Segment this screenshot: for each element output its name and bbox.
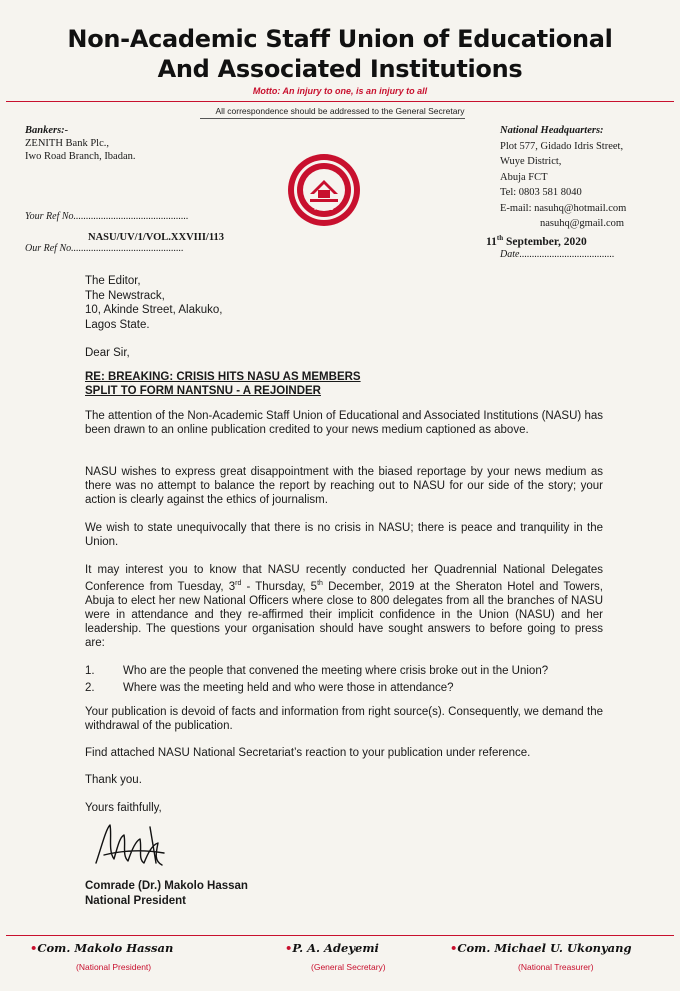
hq-heading: National Headquarters: (500, 125, 604, 136)
para4-part-a: It may interest you to know that NASU recently conducted her Quadrennial National Delegates Conference from Tuesday, 3 (85, 564, 603, 593)
footer-officer-1-title: (National President) (76, 962, 152, 972)
paragraph-6: Find attached NASU National Secretariat’s reaction to your publication under reference. (85, 747, 531, 759)
paragraph-5: Your publication is devoid of facts and information from right source(s). Consequently, we demand the withdrawal of the publication. (85, 706, 603, 732)
org-title-line1: Non-Academic Staff Union of Educational (67, 25, 613, 53)
correspondence-underline (200, 118, 465, 119)
question-2 (85, 681, 454, 695)
question-2-text: Where was the meeting held and who were those in attendance? (123, 682, 454, 694)
footer-officer-3-title: (National Treasurer) (518, 962, 594, 972)
subject-line2: SPLIT TO FORM NANTSNU - A REJOINDER (85, 385, 321, 397)
signature-icon (92, 815, 172, 875)
correspondence-note: All correspondence should be addressed to the General Secretary (215, 106, 465, 116)
headquarters-block (500, 123, 626, 232)
subject-line (85, 370, 361, 398)
para4-sup1: rd (235, 580, 242, 587)
paragraph-2: NASU wishes to express great disappointment with the biased reportage by your news medium as there was no attempt to balance the report by reaching out to NASU for our side of the story; your action is clearly against the ethics of journalism. (85, 466, 603, 506)
organization-title (0, 24, 680, 84)
hq-line3: Abuja FCT (500, 171, 548, 183)
footer-officer-3-name: Com. Michael U. Ukonyang (457, 941, 632, 955)
para4-part-b: - Thursday, 5 (241, 580, 318, 593)
recipient-line3: 10, Akinde Street, Alakuko, (85, 304, 223, 317)
bankers-heading: Bankers:- (25, 125, 69, 136)
org-title-line2: And Associated Institutions (157, 55, 523, 83)
footer-officer-1-name: Com. Makolo Hassan (37, 941, 174, 955)
your-ref: Your Ref No.............................................. (25, 211, 189, 222)
para4-part-c: December, 2019 at the Sheraton Hotel and Towers, Abuja to elect her new National Officers where close to 800 delegates from all the branches of NASU were in attendance and they re-affirmed their implicit confidence in the Union (NASU) and her leadership. The questions your organisation should have sought answers to before going to press are: (85, 580, 604, 649)
hq-email2: nasuhq@gmail.com (540, 218, 625, 229)
recipient-line2: The Newstrack, (85, 289, 165, 302)
date-sup: th (496, 234, 504, 242)
thank-you: Thank you. (85, 774, 142, 786)
closing: Yours faithfully, (85, 802, 162, 814)
footer-officer-3: •Com. Michael U. Ukonyang (450, 941, 632, 955)
hq-line2: Wuye District, (500, 156, 562, 167)
date-day: 11 (486, 235, 497, 248)
question-1 (85, 664, 548, 678)
recipient-line1: The Editor, (85, 275, 141, 287)
para4-sup2: th (317, 580, 323, 587)
hq-email1: E-mail: nasuhq@hotmail.com (500, 202, 627, 214)
footer-officer-2: •P. A. Adeyemi (285, 941, 379, 955)
footer-officer-2-name: P. A. Adeyemi (292, 941, 379, 955)
header-divider (6, 101, 674, 102)
hq-tel: Tel: 0803 581 8040 (500, 187, 582, 198)
footer-officer-1: •Com. Makolo Hassan (30, 941, 174, 955)
recipient-address (85, 274, 222, 333)
our-ref-value: NASU/UV/1/VOL.XXVIII/113 (88, 232, 225, 243)
paragraph-4 (85, 563, 603, 650)
question-2-number: 2. (85, 682, 95, 694)
bankers-line1: ZENITH Bank Plc., (25, 138, 109, 149)
bankers-line2: Iwo Road Branch, Ibadan. (25, 151, 136, 162)
question-1-number: 1. (85, 665, 95, 677)
paragraph-1: The attention of the Non-Academic Staff Union of Educational and Associated Institutions (NASU) has been drawn to an online publication credited to your news medium captioned as above. (85, 410, 603, 436)
footer-officer-2-title: (General Secretary) (311, 962, 386, 972)
salutation: Dear Sir, (85, 347, 130, 359)
motto: Motto: An injury to one, is an injury to all (252, 86, 428, 96)
recipient-line4: Lagos State. (85, 319, 150, 332)
logo-text: NASU (314, 205, 334, 212)
signer-block (85, 879, 248, 909)
signer-name: Comrade (Dr.) Makolo Hassan (85, 880, 248, 892)
paragraph-3: We wish to state unequivocally that there is no crisis in NASU; there is peace and tranquility in the Union. (85, 522, 603, 548)
bankers-block (25, 124, 136, 163)
hq-line1: Plot 577, Gidado Idris Street, (500, 140, 624, 152)
date-rest: September, 2020 (503, 235, 587, 248)
date-label: Date...................................... (500, 249, 615, 260)
subject-line1: RE: BREAKING: CRISIS HITS NASU AS MEMBERS (85, 371, 361, 383)
question-1-text: Who are the people that convened the meeting where crisis broke out in the Union? (123, 665, 549, 677)
nasu-logo-icon (284, 150, 364, 230)
signer-title: National President (85, 895, 186, 907)
our-ref-label: Our Ref No............................................. (25, 243, 184, 254)
letter-date (486, 234, 587, 248)
footer-divider (6, 935, 674, 936)
